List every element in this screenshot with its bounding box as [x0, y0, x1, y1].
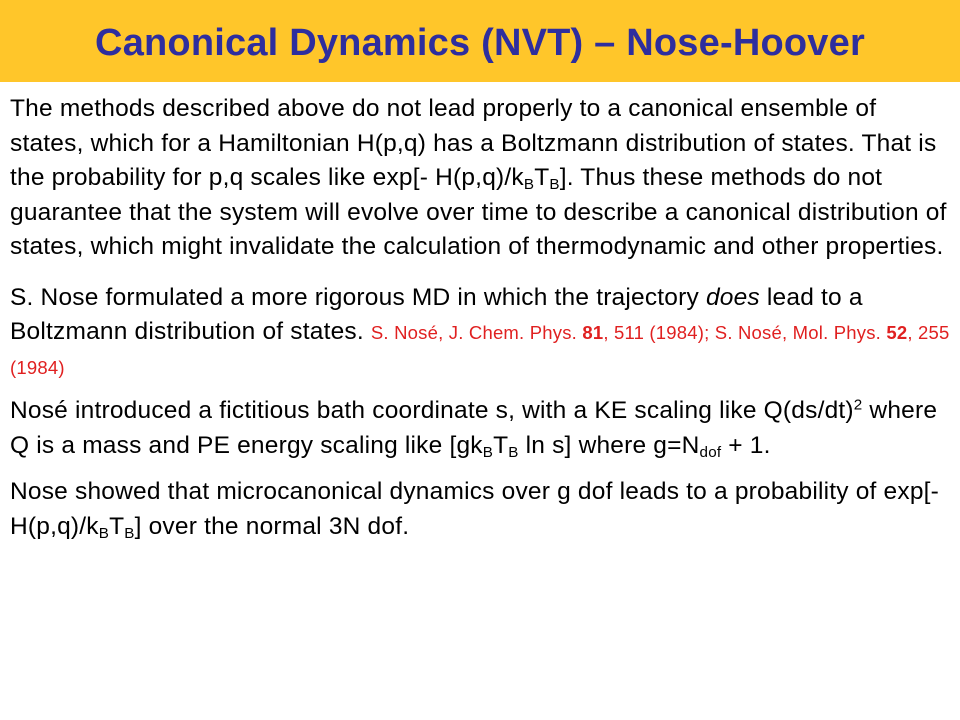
text: T	[534, 164, 550, 191]
paragraph-microcanonical	[10, 475, 950, 544]
superscript: 2	[853, 396, 863, 414]
subscript: B	[98, 524, 110, 542]
text: Nosé introduced a fictitious bath coordinate s, with a KE scaling like Q(ds/dt)	[10, 397, 854, 424]
slide-body	[10, 92, 950, 544]
citation-volume: 81	[582, 322, 604, 343]
subscript: dof	[699, 443, 722, 461]
text: Nose showed that microcanonical dynamics over g dof leads to a probability of exp[- H(p,q)/k	[10, 478, 940, 540]
emphasis: does	[705, 283, 760, 311]
subscript: B	[124, 524, 135, 542]
subscript: B	[508, 443, 519, 461]
text: The methods described above do not lead properly to a canonical ensemble of states, which for a Hamiltonian H(p,q) has a Boltzmann distribution of states. That is the probability for p,q scales like exp[- H(p,q)/k	[10, 95, 937, 191]
text: ] over the normal 3N dof.	[134, 512, 410, 540]
subscript: B	[482, 443, 494, 461]
text: where Q is a mass and PE energy scaling like [gk	[10, 397, 938, 459]
slide-title: Canonical Dynamics (NVT) – Nose-Hoover	[95, 21, 865, 64]
text: ]. Thus these methods do not guarantee that the system will evolve over time to describe a canonical distribution of states, which might invalidate the calculation of thermodynamic and other properties.	[10, 164, 947, 260]
subscript: B	[523, 175, 535, 193]
paragraph-bath-coordinate	[10, 394, 950, 463]
text: S. Nose formulated a more rigorous MD in which the trajectory	[10, 283, 706, 311]
citation-text: , 255 (1984)	[10, 322, 950, 378]
citation-text: , 511 (1984); S. Nosé, Mol. Phys.	[603, 322, 887, 343]
subscript: B	[549, 175, 560, 193]
text: + 1.	[721, 431, 771, 459]
paragraph-canonical-ensemble	[10, 92, 950, 265]
text: ln s] where g=N	[518, 431, 700, 459]
text: T	[109, 512, 125, 540]
paragraph-nose-formulation	[10, 281, 950, 385]
text: lead to a Boltzmann distribution of states.	[10, 283, 863, 345]
text: T	[493, 431, 509, 459]
citation-text: S. Nosé, J. Chem. Phys.	[370, 322, 583, 343]
title-bar	[0, 0, 960, 82]
citation-volume: 52	[886, 322, 908, 343]
